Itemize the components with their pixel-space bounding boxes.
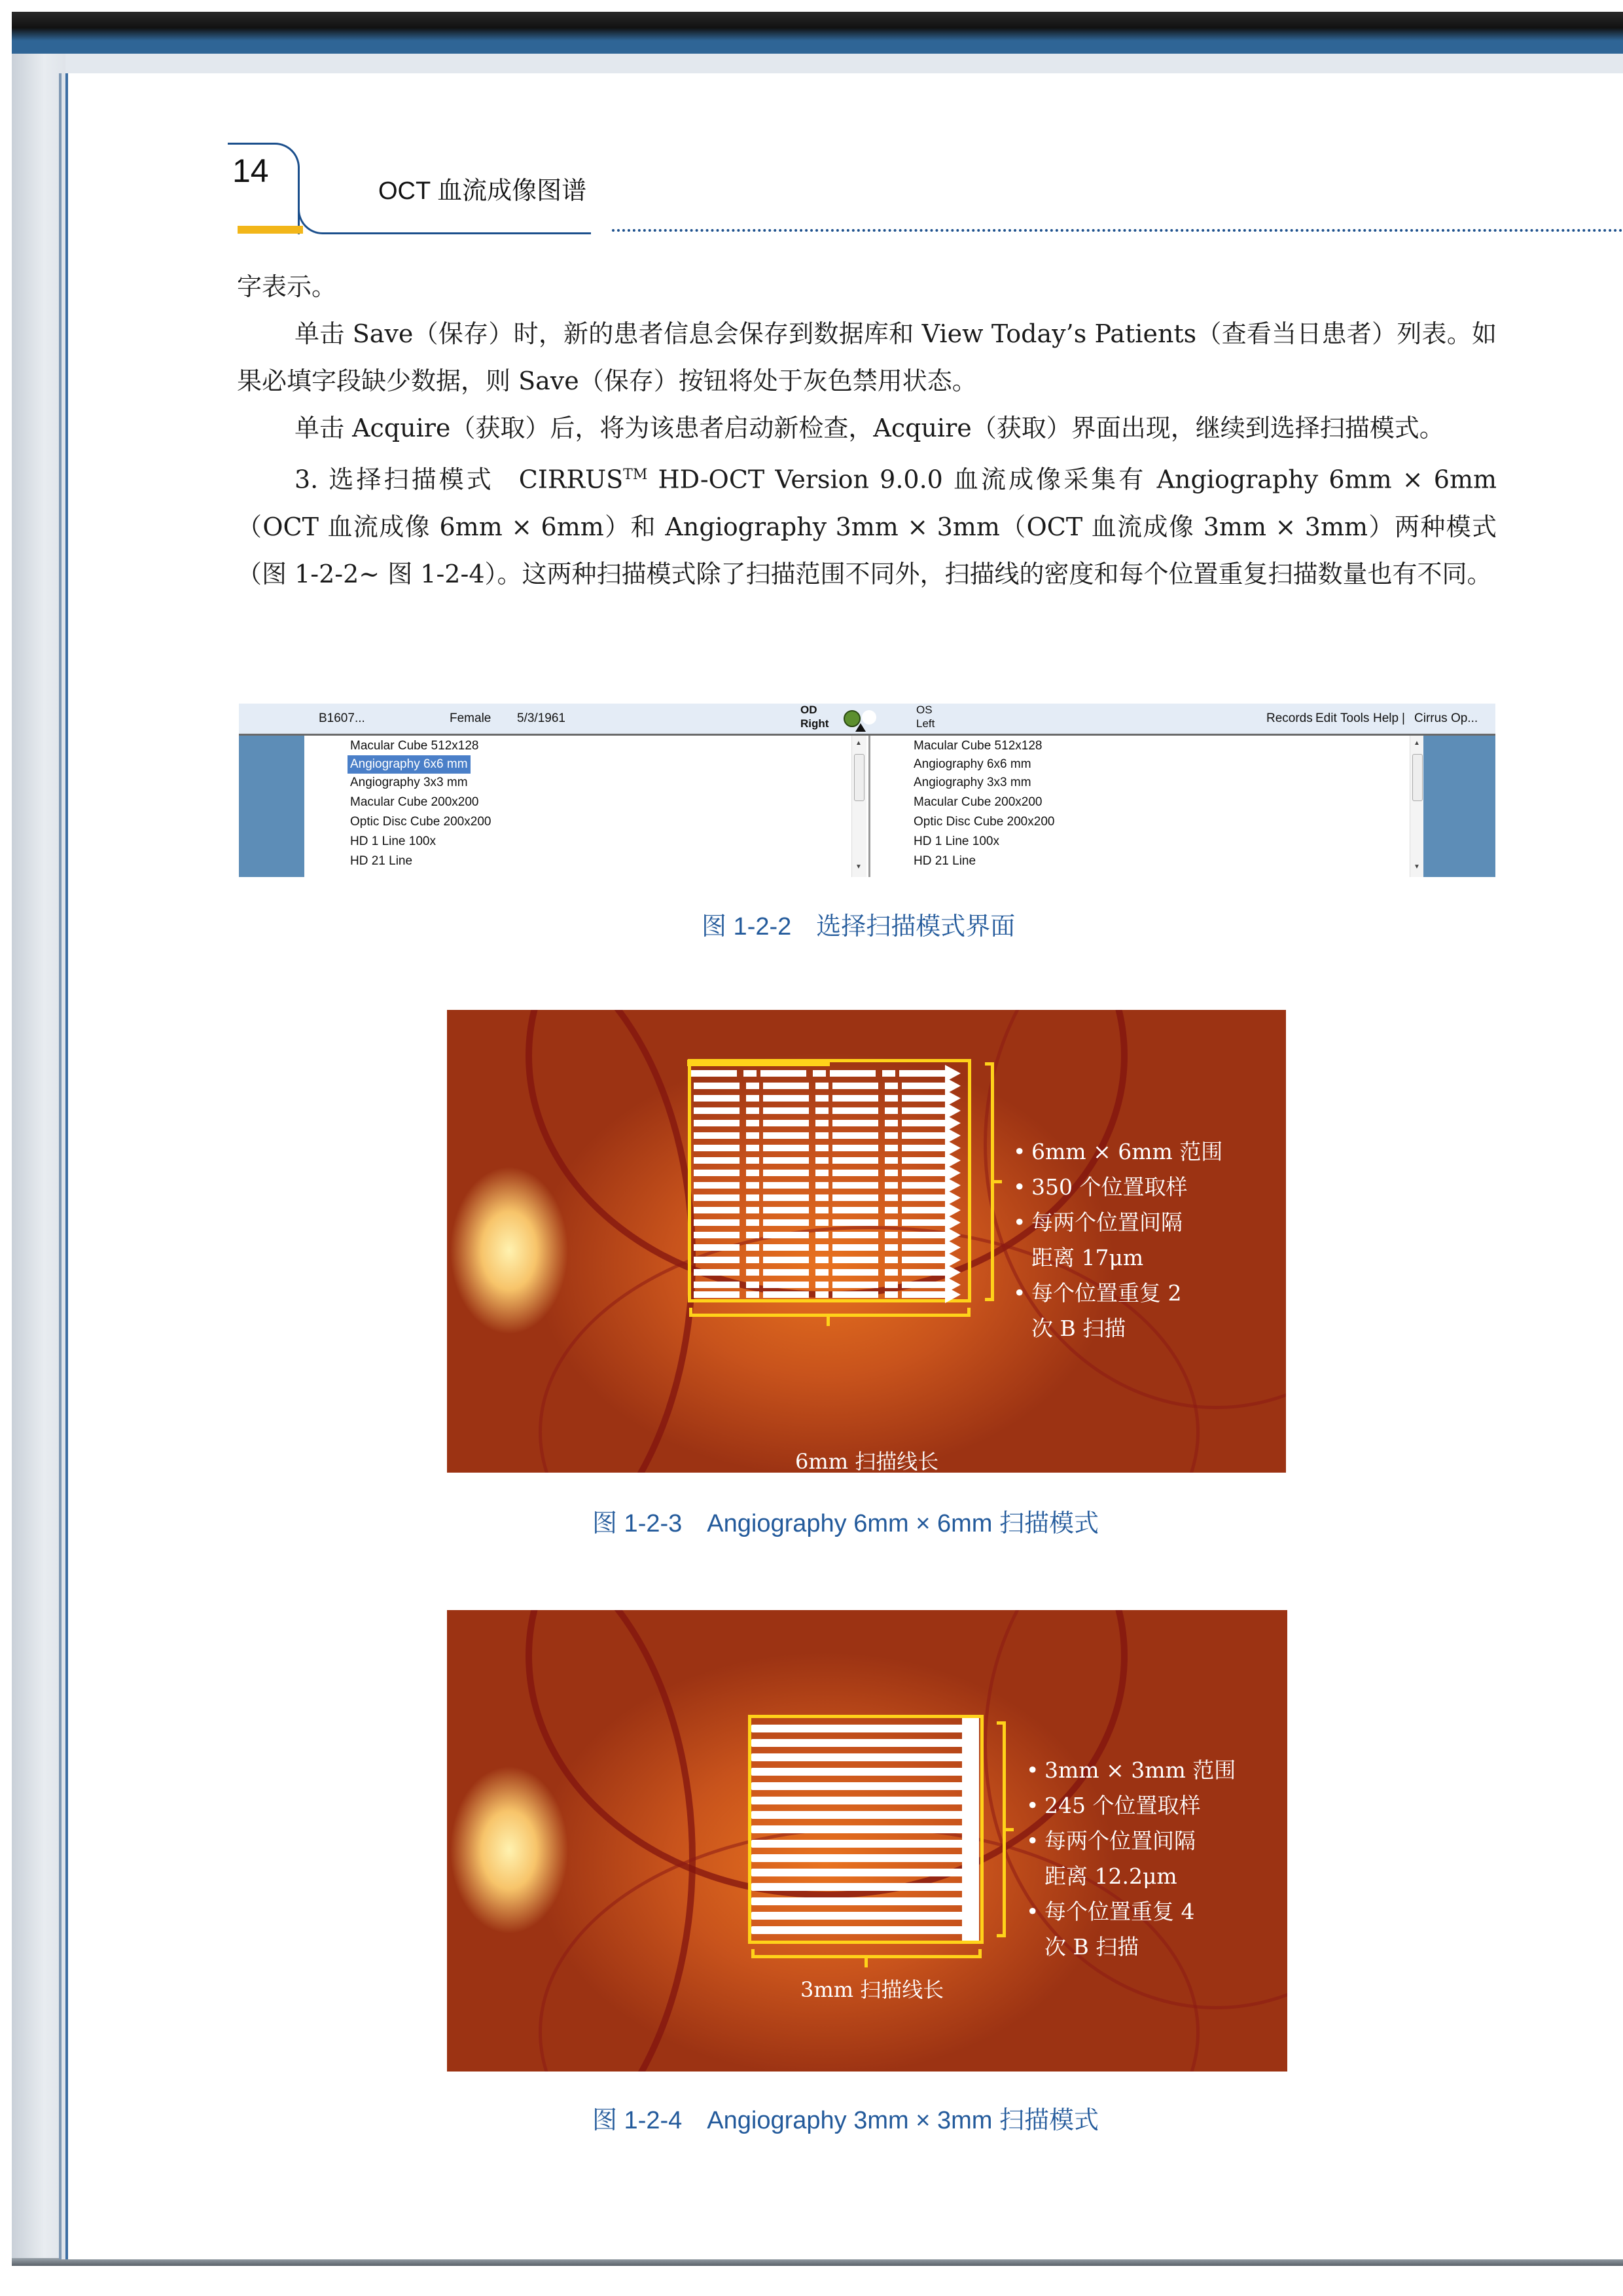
patient-dob: 5/3/1961 (517, 711, 565, 725)
os-list-scrollbar[interactable] (1410, 736, 1425, 877)
vertical-brace-tip (1006, 1828, 1014, 1831)
side-panel-right (1423, 736, 1495, 877)
scroll-thumb[interactable] (854, 754, 865, 801)
os-indicator-icon[interactable] (862, 710, 876, 725)
b-scan-line (751, 1897, 964, 1905)
scan-frame-left (12, 54, 65, 2259)
b-scan-line (691, 1070, 946, 1077)
b-scan-line (694, 1194, 946, 1201)
scroll-up-icon[interactable]: ▲ (855, 740, 862, 747)
horizontal-brace (751, 1949, 982, 1958)
brand-name: CIRRUS (518, 465, 624, 494)
scan-notes-6mm: • 6mm × 6mm 范围 • 350 个位置取样 • 每两个位置间隔 距离 17μm • 每个位置重复 2 次 B 扫描 (1013, 1139, 1223, 1341)
b-scan-line (694, 1157, 946, 1164)
os-scan-item[interactable]: HD 1 Line 100x (914, 834, 999, 848)
scan-length-label: 3mm 扫描线长 (800, 1977, 944, 2002)
b-scan-line (694, 1132, 946, 1139)
b-scan-line (751, 1883, 964, 1891)
menu-separator: | (1402, 711, 1405, 725)
fundus-image-3x3 (447, 1610, 1287, 2072)
vertical-brace-tip (994, 1180, 1002, 1183)
b-scan-line (751, 1869, 964, 1876)
b-scan-line (751, 1725, 964, 1732)
horizontal-brace (689, 1308, 971, 1317)
od-sub-label: Right (800, 717, 829, 730)
paragraph-save: 单击 Save（保存）时，新的患者信息会保存到数据库和 View Today’s Patients（查看当日患者）列表。如果必填字段缺少数据，则 Save（保存）按钮将处于灰色禁用状态。 (237, 319, 1497, 395)
b-scan-line (751, 1797, 964, 1804)
od-scan-item[interactable]: Macular Cube 200x200 (350, 795, 479, 809)
section-heading: 3. 选择扫描模式 (294, 465, 494, 494)
b-scan-line (694, 1182, 946, 1189)
trademark: TM (623, 467, 648, 483)
vertical-brace (997, 1721, 1006, 1937)
figure-caption-1-2-3: 图 1-2-3 Angiography 6mm × 6mm 扫描模式 (592, 1510, 1099, 1537)
b-scan-line (751, 1912, 964, 1920)
od-scan-item[interactable]: Macular Cube 512x128 (350, 739, 479, 753)
b-scan-line (694, 1120, 946, 1126)
od-scan-list[interactable] (304, 736, 867, 877)
eye-selector-caret-icon (855, 723, 866, 732)
fundus-image-6x6 (447, 1010, 1286, 1473)
scan-direction-arrow-icon (945, 1286, 961, 1303)
scan-notes-3mm: • 3mm × 3mm 范围 • 245 个位置取样 • 每两个位置间隔 距离 12.2μm • 每个位置重复 4 次 B 扫描 (1026, 1757, 1236, 1960)
b-scan-line (694, 1107, 946, 1114)
os-scan-item[interactable]: Optic Disc Cube 200x200 (914, 815, 1055, 829)
page-number: 14 (232, 152, 269, 189)
b-scan-line (694, 1219, 946, 1226)
os-sub-label: Left (916, 717, 935, 730)
b-scan-line (694, 1207, 946, 1213)
scan-arrow-column (962, 1718, 979, 1941)
book-title: OCT 血流成像图谱 (378, 177, 587, 205)
b-scan-line (694, 1257, 946, 1263)
patient-id: B1607... (319, 711, 365, 725)
b-scan-line (751, 1768, 964, 1776)
od-scan-item[interactable]: HD 21 Line (350, 854, 413, 868)
paragraph-scan-mode (237, 452, 1497, 598)
figure-caption-1-2-4: 图 1-2-4 Angiography 3mm × 3mm 扫描模式 (592, 2107, 1099, 2134)
os-label: OS (916, 704, 933, 716)
scan-area-6mm (688, 1059, 971, 1302)
os-scan-item[interactable]: Macular Cube 200x200 (914, 795, 1043, 809)
menu-edit[interactable]: Edit (1315, 711, 1337, 725)
b-scan-line (694, 1095, 946, 1102)
paragraph-acquire: 单击 Acquire（获取）后，将为该患者启动新检查，Acquire（获取）界面出现，继续到选择扫描模式。 (294, 414, 1444, 442)
patient-toolbar (239, 704, 1495, 736)
side-panel-left (239, 736, 304, 877)
figure-caption-1-2-2: 图 1-2-2 选择扫描模式界面 (702, 913, 1016, 941)
od-scan-item-selected[interactable]: Angiography 6x6 mm (348, 755, 471, 774)
b-scan-line (751, 1753, 964, 1761)
b-scan-line (694, 1232, 946, 1238)
os-scan-list[interactable] (868, 736, 1425, 877)
b-scan-line (751, 1926, 964, 1934)
scroll-up-icon[interactable]: ▲ (1414, 740, 1420, 747)
horizontal-brace-tip (865, 1958, 868, 1967)
menu-records[interactable]: Records (1266, 711, 1313, 725)
paragraph-continuation: 字表示。 (237, 272, 337, 301)
b-scan-line (751, 1782, 964, 1790)
od-label: OD (800, 704, 817, 716)
b-scan-line (694, 1145, 946, 1151)
scan-area-3mm (748, 1715, 984, 1944)
menu-tools[interactable]: Tools (1340, 711, 1370, 725)
vertical-brace (985, 1062, 994, 1301)
header-dotted-rule (612, 229, 1623, 232)
b-scan-line (751, 1825, 964, 1833)
section-text: HD-OCT Version 9.0.0 血流成像采集有 Angiography 6mm × 6mm（OCT 血流成像 6mm × 6mm）和 Angiography 3mm × 3mm（OCT 血流成像 3mm × 3mm）两种模式（图 1-2-2~ 图 1-2-4）。这两种扫描模式除了扫描范围不同外，扫描线的密度和每个位置重复扫描数量也有不同。 (237, 465, 1497, 588)
b-scan-line (694, 1291, 946, 1298)
page-number-underline (238, 226, 303, 234)
od-scan-item[interactable]: Angiography 3x3 mm (350, 776, 468, 789)
menu-help[interactable]: Help (1373, 711, 1399, 725)
b-scan-line (694, 1269, 946, 1276)
scroll-thumb[interactable] (1412, 754, 1423, 801)
b-scan-line (751, 1739, 964, 1747)
b-scan-line (694, 1083, 946, 1089)
scan-mode-selection-screenshot (239, 704, 1495, 877)
patient-gender: Female (450, 711, 491, 725)
scroll-down-icon[interactable]: ▼ (855, 863, 862, 870)
os-scan-item[interactable]: HD 21 Line (914, 854, 976, 868)
menu-cirrus-options[interactable]: Cirrus Op... (1414, 711, 1478, 725)
scroll-down-icon[interactable]: ▼ (1414, 863, 1420, 870)
os-scan-item[interactable]: Angiography 3x3 mm (914, 776, 1031, 789)
b-scan-line (751, 1811, 964, 1819)
b-scan-line (751, 1854, 964, 1862)
od-list-scrollbar[interactable] (851, 736, 866, 877)
os-scan-item[interactable]: Macular Cube 512x128 (914, 739, 1043, 753)
b-scan-line (694, 1170, 946, 1176)
os-scan-item[interactable]: Angiography 6x6 mm (914, 757, 1031, 771)
od-scan-item[interactable]: HD 1 Line 100x (350, 834, 436, 848)
horizontal-brace-tip (827, 1317, 830, 1326)
b-scan-line (694, 1244, 946, 1251)
b-scan-line (751, 1840, 964, 1848)
od-scan-item[interactable]: Optic Disc Cube 200x200 (350, 815, 491, 829)
scan-frame-top (12, 54, 1623, 73)
scan-length-label: 6mm 扫描线长 (795, 1449, 939, 1473)
b-scan-line (694, 1282, 946, 1288)
